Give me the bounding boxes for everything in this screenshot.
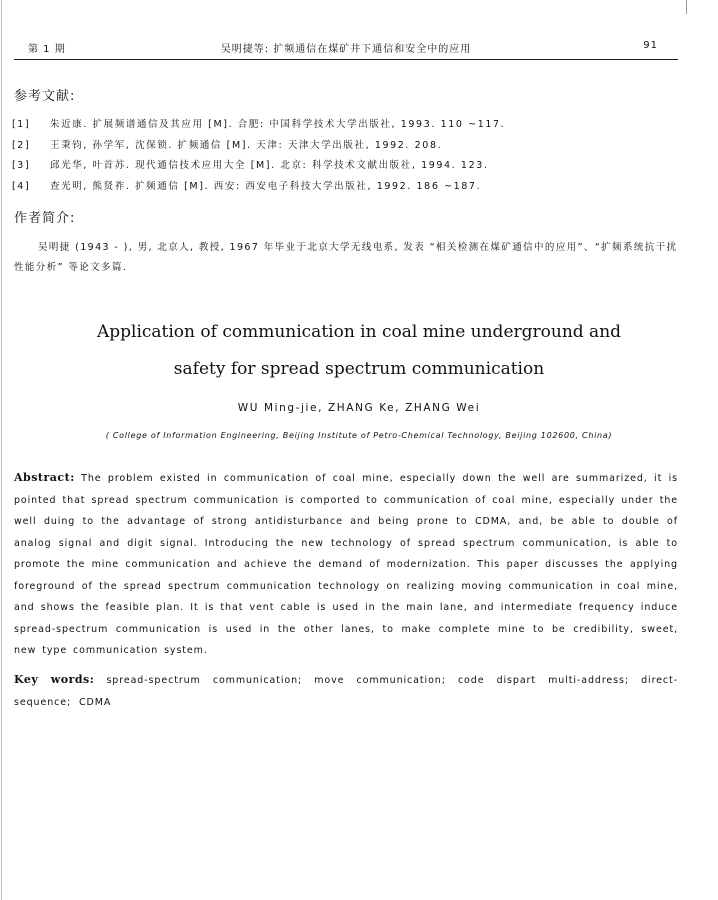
reference-list [12, 118, 672, 200]
reference-item [12, 139, 672, 160]
references-heading: 参考文献: [14, 89, 76, 104]
author-bio-heading: 作者简介: [14, 211, 76, 226]
reference-text: 邱光华, 叶首苏. 现代通信技术应用大全 [M]. 北京: 科学技术文献出版社, 1994. 123. [50, 160, 489, 171]
english-title-line-1: Application of communication in coal mine underground and [96, 322, 622, 342]
author-names: WU Ming-jie, ZHANG Ke, ZHANG Wei [237, 402, 481, 414]
reference-item [12, 159, 672, 180]
running-header [14, 38, 678, 56]
keywords-text: spread-spectrum communication; move communication; code dispart multi-address; direct-sequence; CDMA [14, 675, 678, 708]
reference-number: [4] [12, 180, 31, 192]
english-title-line-2: safety for spread spectrum communication [173, 359, 545, 379]
reference-item [12, 118, 672, 139]
author-bio [14, 238, 682, 278]
reference-text: 王秉钧, 孙学军, 沈保锁. 扩频通信 [M]. 天津: 天津大学出版社, 1992. 208. [50, 139, 443, 151]
reference-number: [2] [12, 139, 31, 151]
abstract-section [14, 467, 678, 662]
keywords-label: Key words: [14, 673, 95, 686]
affiliation: ( College of Information Engineering, Beijing Institute of Petro-Chemical Technology, Beijing 102600, China) [105, 431, 613, 440]
page-left-edge [1, 0, 2, 900]
author-bio-text: 吴明捷 (1943 - ), 男, 北京人, 教授, 1967 年毕业于北京大学无线电系, 发表 “相关检测在煤矿通信中的应用”、“扩频系统抗干扰性能分析” 等论文多篇. [14, 242, 678, 273]
issue-number: 第 1 期 [28, 44, 66, 55]
running-title: 吴明捷等: 扩频通信在煤矿井下通信和安全中的应用 [220, 44, 472, 55]
page-right-edge-mark [686, 0, 687, 14]
reference-item [12, 180, 672, 201]
abstract-label: Abstract: [14, 471, 75, 484]
reference-number: [3] [12, 160, 31, 171]
page-number: 91 [643, 40, 658, 51]
keywords-section [14, 669, 678, 713]
reference-text: 朱近康. 扩展频谱通信及其应用 [M]. 合肥: 中国科学技术大学出版社, 1993. 110 ~117. [50, 119, 506, 130]
reference-text: 查光明, 熊贤祚. 扩频通信 [M]. 西安: 西安电子科技大学出版社, 1992. 186 ~187. [50, 180, 482, 192]
header-rule [14, 59, 678, 60]
abstract-text: The problem existed in communication of coal mine, especially down the well are summarized, it is pointed that spread spectrum communication is comported to communication of coal mine, especially under the well duing to the advantage of strong antidisturbance and being prone to CDMA, and, be able to double of analog signal and digit signal. Introducing the new technology of spread spectrum communication, is able to promote the mine communication and achieve the demand of modernization. This paper discusses the applying foreground of the spread spectrum communication technology on realizing moving communication in coal mine, and shows the feasible plan. It is that vent cable is used in the main lane, and intermediate frequency induce spread-spectrum communication is used in the other lanes, to make complete mine to be credibility, sweet, new type communication system. [14, 473, 678, 656]
reference-number: [1] [12, 119, 31, 130]
